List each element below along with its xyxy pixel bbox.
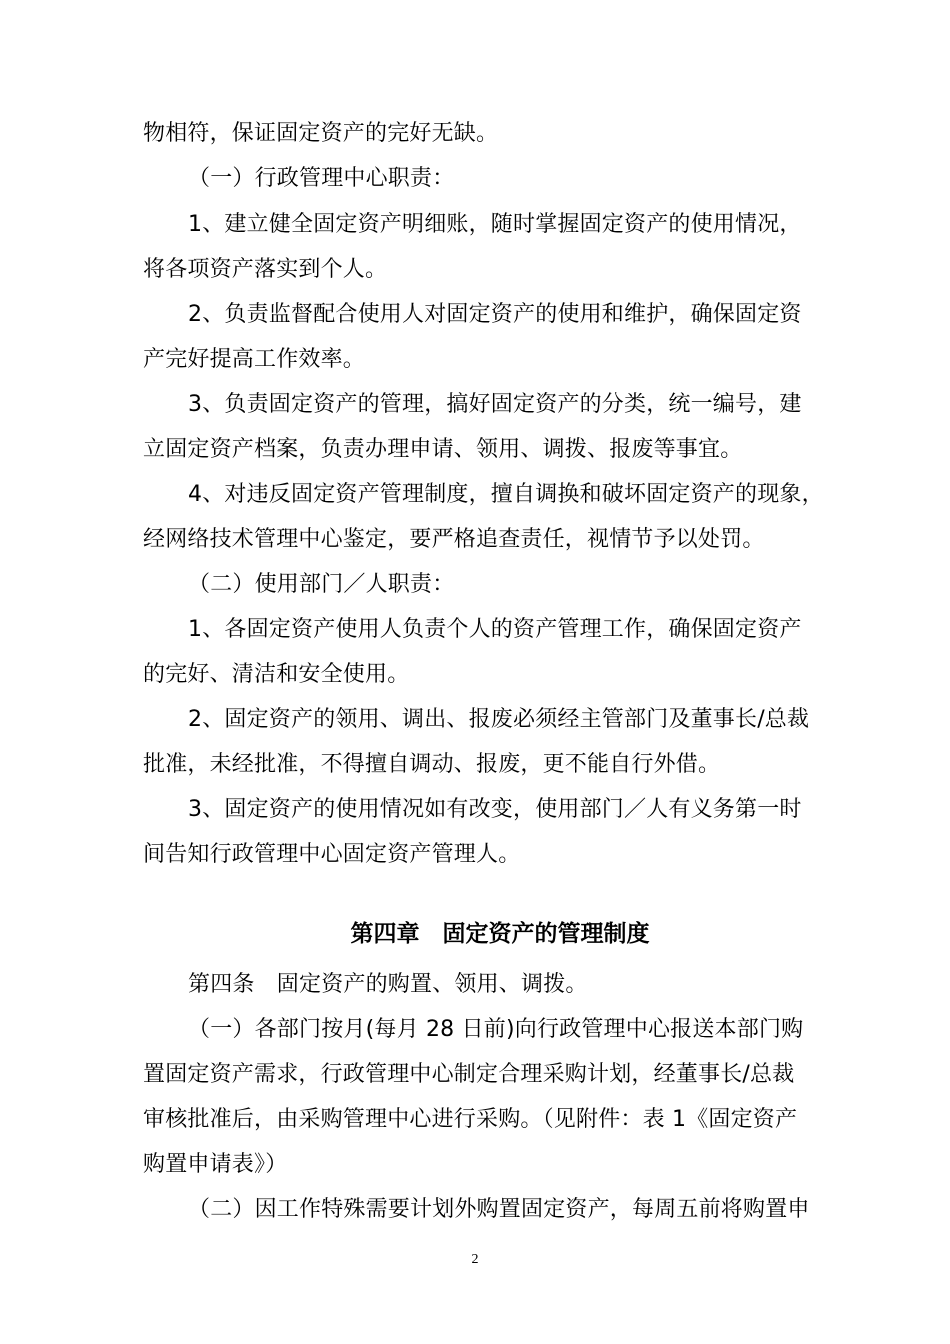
- paragraph-line: 经网络技术管理中心鉴定，要严格追查责任，视情节予以处罚。: [143, 527, 765, 552]
- paragraph-line: 的完好、清洁和安全使用。: [143, 662, 410, 687]
- paragraph-line: 1、建立健全固定资产明细账，随时掌握固定资产的使用情况，: [188, 212, 802, 237]
- paragraph-line: 置固定资产需求，行政管理中心制定合理采购计划，经董事长/总裁: [143, 1062, 795, 1087]
- paragraph-line: 3、负责固定资产的管理，搞好固定资产的分类，统一编号，建: [188, 392, 802, 417]
- chapter-heading: 第四章 固定资产的管理制度: [350, 921, 650, 947]
- paragraph-line: 1、各固定资产使用人负责个人的资产管理工作，确保固定资产: [188, 617, 802, 642]
- article-heading: 第四条 固定资产的购置、领用、调拨。: [188, 972, 588, 997]
- section-heading-admin-center: （一）行政管理中心职责：: [188, 166, 455, 191]
- paragraph-line: 间告知行政管理中心固定资产管理人。: [143, 842, 521, 867]
- paragraph-line: （一）各部门按月(每月 28 日前)向行政管理中心报送本部门购: [188, 1017, 804, 1042]
- paragraph-line: 2、固定资产的领用、调出、报废必须经主管部门及董事长/总裁: [188, 707, 810, 732]
- paragraph-line: 将各项资产落实到个人。: [143, 257, 388, 282]
- paragraph-line: 3、固定资产的使用情况如有改变，使用部门／人有义务第一时: [188, 797, 802, 822]
- paragraph-line: 购置申请表》）: [143, 1152, 288, 1177]
- paragraph-line: 批准，未经批准，不得擅自调动、报废，更不能自行外借。: [143, 752, 721, 777]
- paragraph-line: （二）因工作特殊需要计划外购置固定资产，每周五前将购置申: [188, 1197, 810, 1222]
- paragraph-line: 审核批准后，由采购管理中心进行采购。（见附件：表 1《固定资产: [143, 1107, 798, 1132]
- paragraph-line: 4、对违反固定资产管理制度，擅自调换和破坏固定资产的现象，: [188, 482, 824, 507]
- page-number: 2: [471, 1252, 479, 1267]
- section-heading-user-dept: （二）使用部门／人职责：: [188, 572, 455, 597]
- paragraph-line: 产完好提高工作效率。: [143, 347, 366, 372]
- paragraph-line: 2、负责监督配合使用人对固定资产的使用和维护，确保固定资: [188, 302, 802, 327]
- paragraph-line: 物相符，保证固定资产的完好无缺。: [143, 121, 499, 146]
- paragraph-line: 立固定资产档案，负责办理申请、领用、调拨、报废等事宜。: [143, 437, 743, 462]
